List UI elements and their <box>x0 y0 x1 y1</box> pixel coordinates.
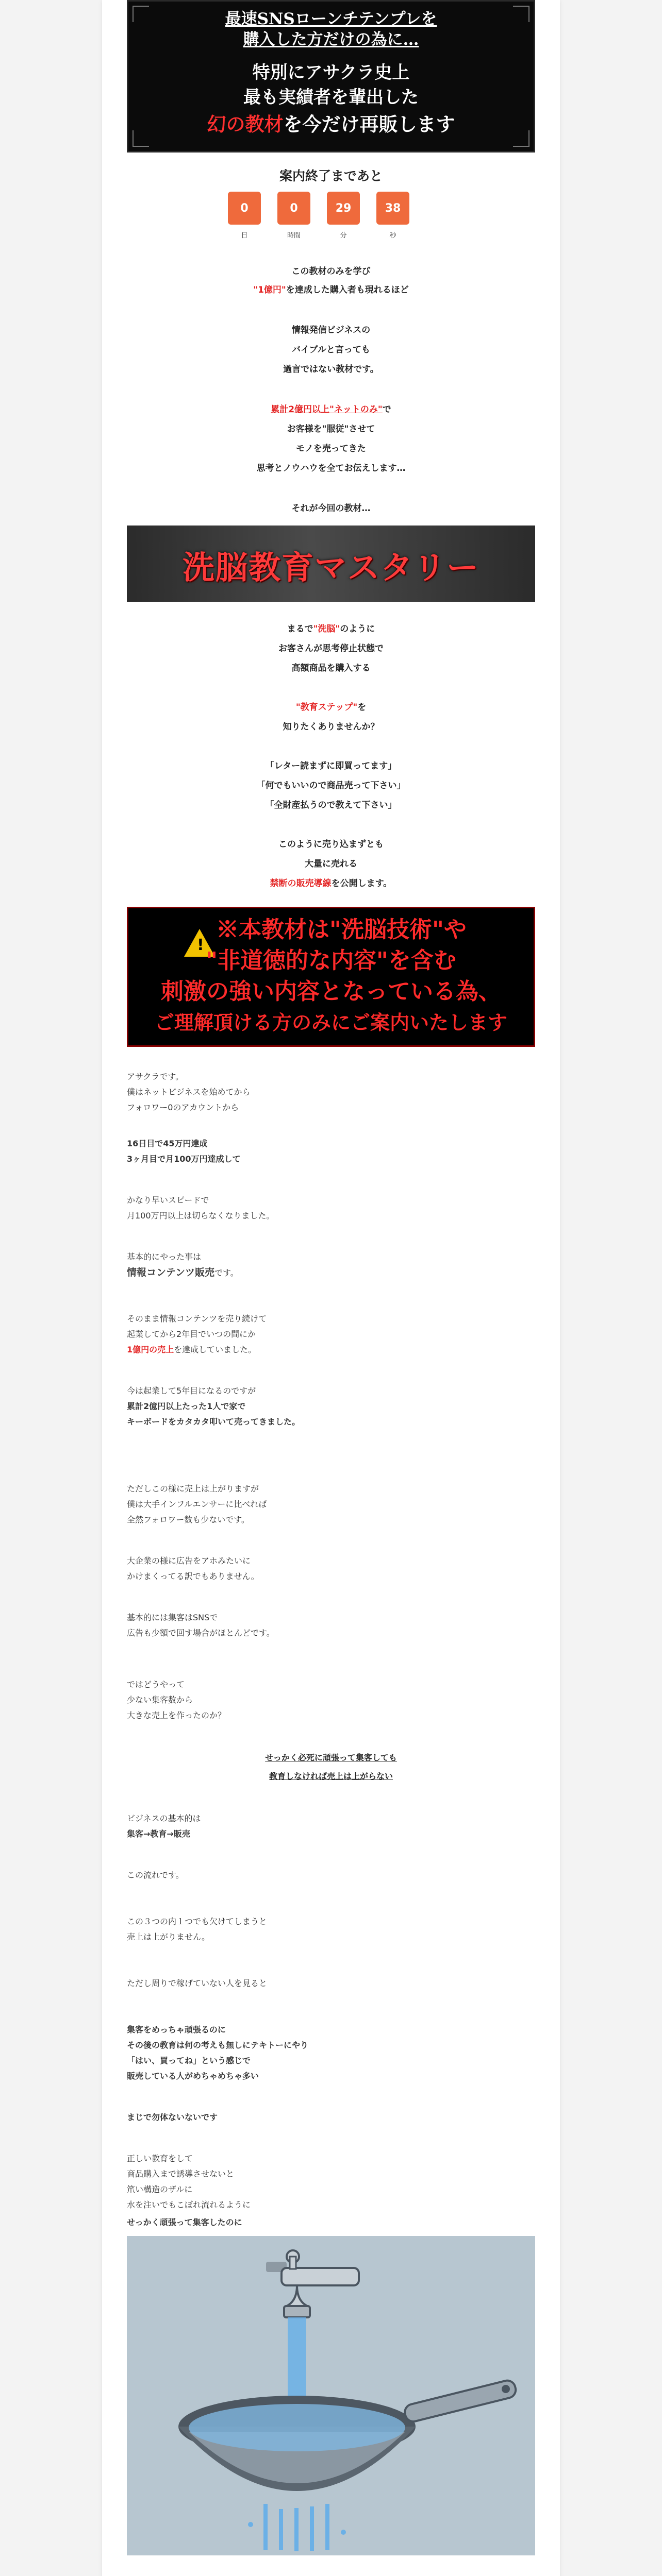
mid-line: 知りたくありませんか？ <box>283 722 379 732</box>
mid-line <box>102 876 560 892</box>
body-line: 僕はネットビジネスを始めてから <box>127 1087 251 1097</box>
body-line: ただしこの様に売上は上がりますが <box>127 1484 259 1494</box>
highlight-text: 累計2億円以上"ネットのみ" <box>271 404 383 415</box>
intro-line: この教材のみを学び <box>291 266 371 277</box>
hero-line: 最速SNSローンチテンプレを <box>225 10 437 28</box>
highlight-text: "教育ステップ" <box>295 702 358 713</box>
body-line: キーボードをカタカタ叩いて売ってきました。 <box>127 1417 301 1427</box>
warning-line: "非道徳的な内容"を含む <box>206 947 456 974</box>
mid-line: 大量に売れる <box>305 859 357 869</box>
intro-line: 思考とノウハウを全てお伝えします… <box>256 463 406 473</box>
countdown-unit: 日 <box>241 232 248 240</box>
body-line: 集客をめっちゃ頑張るのに <box>127 2025 226 2035</box>
highlight-text: "1億円" <box>253 285 286 295</box>
body-line: 16日目で45万円達成 <box>127 1139 208 1148</box>
intro-text: で <box>382 404 391 415</box>
mid-line: 「何でもいいので商品売って下さい」 <box>256 781 406 791</box>
intro-line: 過言ではない教材です。 <box>283 364 379 375</box>
body-line: この３つの内１つでも欠けてしまうと <box>127 1917 268 1926</box>
mid-text: のように <box>340 624 375 634</box>
hero-line <box>128 109 534 137</box>
body-line: 水を注いでもこぼれ流れるように <box>127 2200 251 2210</box>
intro-line: バイブルと言っても <box>292 345 370 355</box>
body-line: この流れです。 <box>127 1870 184 1880</box>
countdown-title: 案内終了まであと <box>279 168 383 183</box>
body-line: せっかく頑張って集客したのに <box>127 2217 242 2227</box>
body-line: 僕は大手インフルエンサーに比べれば <box>127 1499 267 1509</box>
body-line <box>127 1343 539 1357</box>
intro-line <box>102 402 560 418</box>
body-line: 全然フォロワー数も少ないです。 <box>127 1515 250 1524</box>
hero-banner <box>127 0 535 152</box>
body-line: 3ヶ月目で月100万円達成して <box>127 1154 241 1164</box>
intro-line <box>102 282 560 298</box>
body-line: ビジネスの基本的は <box>127 1814 201 1823</box>
body-line: 累計2億円以上たった1人で家で <box>127 1401 246 1411</box>
countdown-days: 0 <box>228 192 261 225</box>
body-line: まじで勿体ないないです <box>127 2112 218 2122</box>
body-line: 月100万円以上は切らなくなりました。 <box>127 1211 275 1221</box>
warning-icon: ! <box>184 929 215 957</box>
body-text: を達成していました。 <box>174 1345 257 1354</box>
mid-text: を <box>357 702 367 713</box>
highlight-text: "洗脳" <box>313 624 340 634</box>
countdown-hours: 0 <box>277 192 310 225</box>
body-line: 集客→教育→販売 <box>127 1829 190 1839</box>
warning-line: ご理解頂ける方のみにご案内いたします <box>154 1011 507 1034</box>
body-line: 正しい教育をして <box>127 2154 193 2163</box>
body-line: フォロワー0のアカウントから <box>127 1103 239 1112</box>
mid-line <box>102 621 560 637</box>
product-title-banner <box>127 526 535 602</box>
countdown-unit: 時間 <box>287 232 301 240</box>
warning-line: 刺激の強い内容となっている為、 <box>161 978 501 1005</box>
warning-line: ※本教材は"洗脳技術"や <box>216 917 467 943</box>
body-line: 少ない集客数から <box>127 1695 193 1705</box>
mid-line: お客さんが思考停止状態で <box>278 643 384 654</box>
body-line: 商品購入まで誘導させないと <box>127 2169 235 2179</box>
body-text: です。 <box>214 1268 239 1278</box>
body-line: 販売している人がめちゃめちゃ多い <box>127 2071 259 2081</box>
body-line: 「はい、買ってね」という感じで <box>127 2056 251 2065</box>
intro-line: それが今回の教材… <box>291 503 371 514</box>
intro-line: モノを売ってきた <box>296 444 366 454</box>
body-line: かけまくってる訳でもありません。 <box>127 1571 259 1581</box>
body-line: 笊い構造のザルに <box>127 2184 193 2194</box>
body-line <box>127 2574 539 2576</box>
mid-line <box>102 700 560 716</box>
body-line: 売上は上がりません。 <box>127 1932 210 1942</box>
intro-line: お客様を"服従"させて <box>287 424 375 434</box>
body-line: 大きな売上を作ったのか？ <box>127 1710 226 1720</box>
body-line: ではどうやって <box>127 1680 185 1689</box>
intro-text: を達成した購入者も現れるほど <box>286 285 409 295</box>
highlight-text: 禁断の販売導線 <box>270 878 332 889</box>
body-line: 広告も少額で回す場合がほとんどです。 <box>127 1628 275 1638</box>
page-column <box>102 0 560 2576</box>
countdown-unit: 秒 <box>389 232 396 240</box>
intro-line: 情報発信ビジネスの <box>291 325 371 335</box>
mid-text: まるで <box>287 624 313 634</box>
mid-line: このように売り込まずとも <box>278 839 384 850</box>
hero-text: を今だけ再販します <box>283 113 455 135</box>
body-line: その後の教育は何の考えも無しにテキトーにやり <box>127 2040 309 2050</box>
body-line: そのまま情報コンテンツを売り続けて <box>127 1314 267 1324</box>
countdown-minutes: 29 <box>327 192 360 225</box>
countdown-seconds: 38 <box>376 192 409 225</box>
body-line: ただし周りで稼げていない人を見ると <box>127 1978 268 1988</box>
faucet-colander-illustration <box>127 2236 535 2555</box>
hero-line: 特別にアサクラ史上 <box>252 62 410 83</box>
highlight-text: 1億円の売上 <box>127 1345 174 1354</box>
body-line <box>127 1265 539 1280</box>
mid-text: を公開します。 <box>331 878 392 889</box>
mid-line: 「レター読まずに即買ってます」 <box>265 761 397 771</box>
body-line: 基本的にやった事は <box>127 1252 202 1262</box>
body-line: 起業してから2年目でいつの間にか <box>127 1329 256 1339</box>
body-line: 今は起業して5年目になるのですが <box>127 1386 256 1396</box>
emphasis-text: 情報コンテンツ販売 <box>127 1267 215 1278</box>
hero-highlight: 幻の教材 <box>207 113 284 135</box>
mid-line: 高額商品を購入する <box>291 663 371 673</box>
body-line: 基本的には集客はSNSで <box>127 1613 218 1622</box>
center-emphasis: せっかく必死に頑張って集客しても <box>265 1753 397 1762</box>
hero-line: 最も実績者を輩出した <box>243 87 419 108</box>
product-title: 洗脳教育マスタリー <box>182 549 479 586</box>
body-line: かなり早いスピードで <box>127 1195 209 1205</box>
mid-line: 「全財産払うので教えて下さい」 <box>265 800 397 810</box>
body-line: アサクラです。 <box>127 1072 184 1081</box>
warning-banner <box>127 907 535 1047</box>
countdown-unit: 分 <box>340 232 347 240</box>
center-emphasis: 教育しなければ売上は上がらない <box>269 1771 393 1781</box>
body-line: 大企業の様に広告をアホみたいに <box>127 1556 251 1566</box>
hero-line: 購入した方だけの為に… <box>243 30 419 49</box>
